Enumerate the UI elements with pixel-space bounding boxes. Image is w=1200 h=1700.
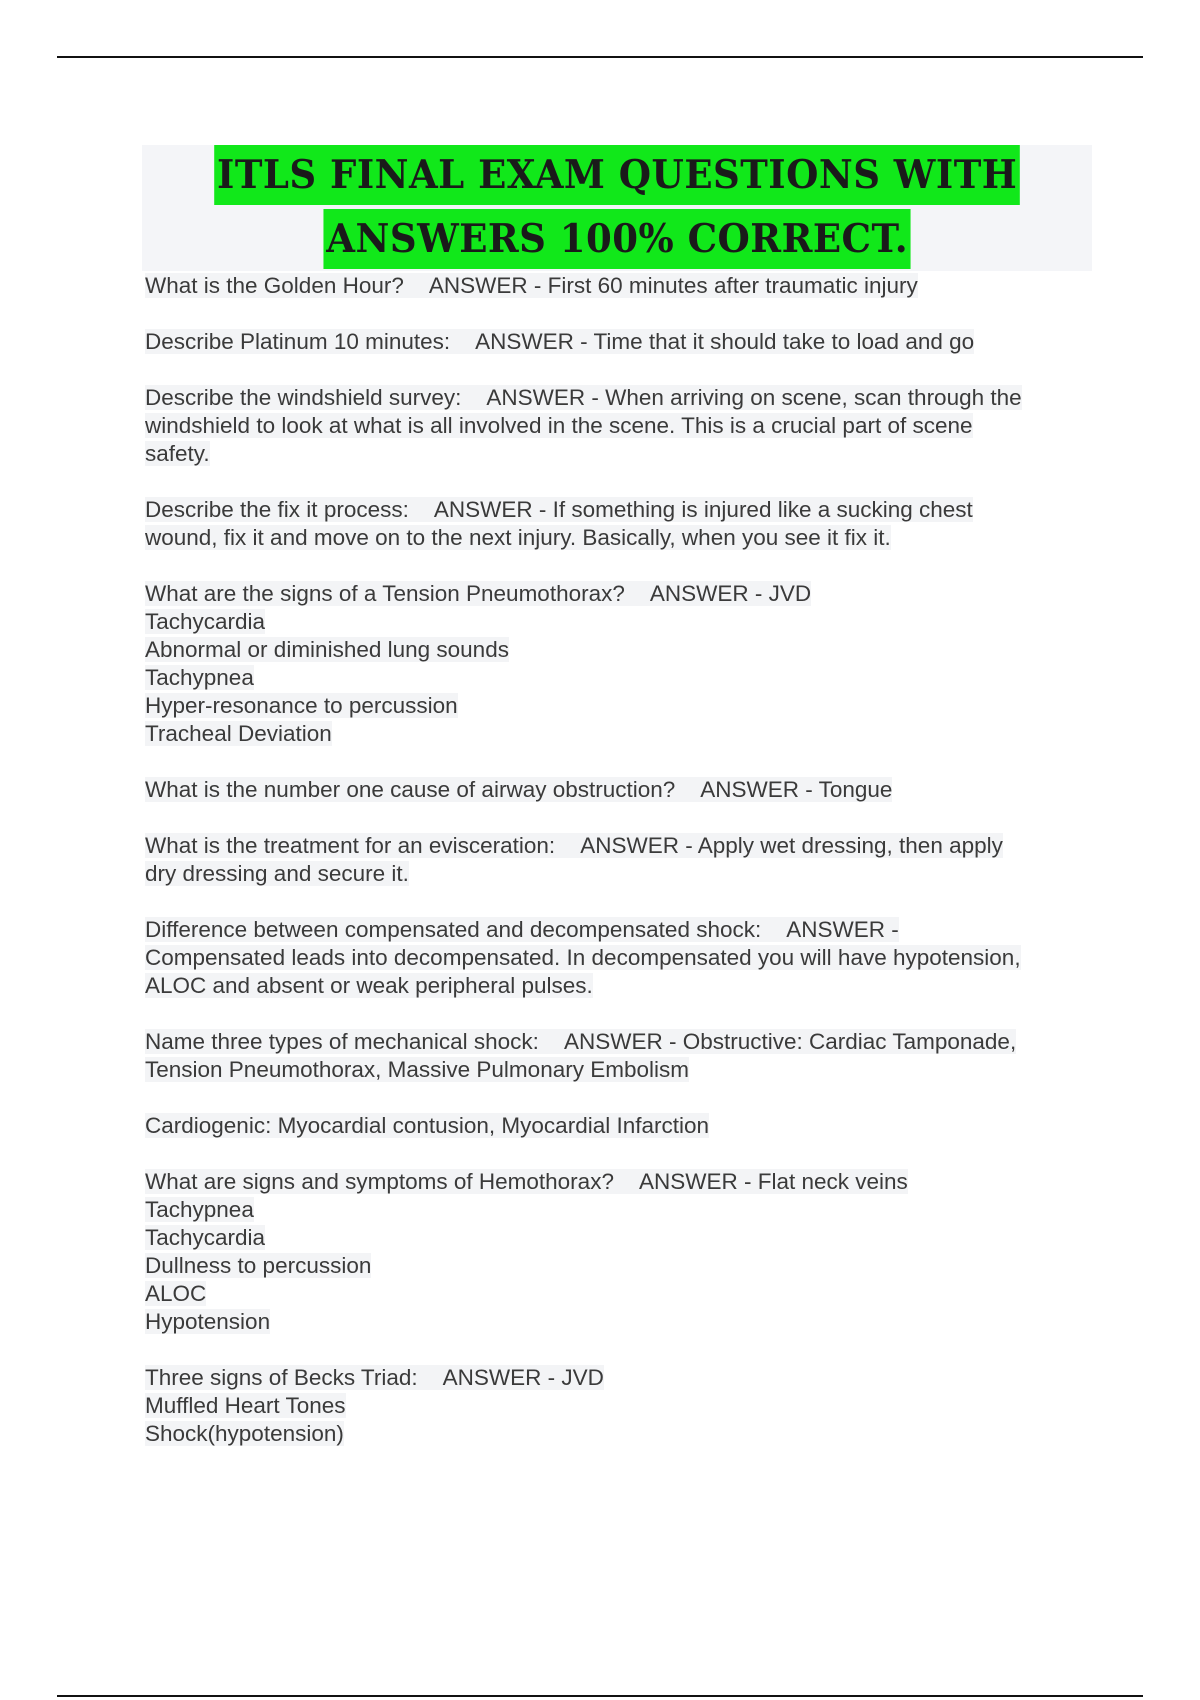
qa-item — [145, 1028, 1095, 1084]
qa-line: Three signs of Becks Triad: ANSWER - JVD — [145, 1365, 604, 1390]
qa-line: Tachycardia — [145, 1225, 266, 1250]
qa-line: ALOC and absent or weak peripheral pulses. — [145, 973, 593, 998]
qa-line: What is the number one cause of airway obstruction? ANSWER - Tongue — [145, 777, 893, 802]
document-body — [145, 272, 1095, 1476]
qa-line: Describe the windshield survey: ANSWER - When arriving on scene, scan through the — [145, 385, 1022, 410]
qa-item — [145, 916, 1095, 1000]
qa-line: Tachypnea — [145, 665, 254, 690]
qa-line: Describe Platinum 10 minutes: ANSWER - Time that it should take to load and go — [145, 329, 975, 354]
qa-line: Compensated leads into decompensated. In decompensated you will have hypotension, — [145, 945, 1021, 970]
qa-line: Abnormal or diminished lung sounds — [145, 637, 509, 662]
qa-item — [145, 1112, 1095, 1140]
qa-line: What are signs and symptoms of Hemothorax? ANSWER - Flat neck veins — [145, 1169, 908, 1194]
qa-line: Tension Pneumothorax, Massive Pulmonary Embolism — [145, 1057, 689, 1082]
qa-line: Cardiogenic: Myocardial contusion, Myocardial Infarction — [145, 1113, 710, 1138]
qa-line: Shock(hypotension) — [145, 1421, 344, 1446]
document-title — [142, 145, 1092, 271]
qa-line: Name three types of mechanical shock: ANSWER - Obstructive: Cardiac Tamponade, — [145, 1029, 1017, 1054]
qa-line: Tracheal Deviation — [145, 721, 332, 746]
qa-item — [145, 1364, 1095, 1448]
qa-line: What are the signs of a Tension Pneumothorax? ANSWER - JVD — [145, 581, 812, 606]
qa-line: wound, fix it and move on to the next injury. Basically, when you see it fix it. — [145, 525, 891, 550]
qa-line: What is the Golden Hour? ANSWER - First 60 minutes after traumatic injury — [145, 273, 918, 298]
qa-line: Difference between compensated and decompensated shock: ANSWER - — [145, 917, 899, 942]
qa-item — [145, 496, 1095, 552]
title-line-2: ANSWERS 100% CORRECT. — [323, 209, 911, 269]
qa-item — [145, 776, 1095, 804]
qa-line: Tachycardia — [145, 609, 266, 634]
qa-item — [145, 328, 1095, 356]
qa-item — [145, 832, 1095, 888]
qa-line: Dullness to percussion — [145, 1253, 372, 1278]
qa-line: Muffled Heart Tones — [145, 1393, 346, 1418]
qa-item — [145, 580, 1095, 748]
footer-rule — [57, 1695, 1143, 1697]
qa-item — [145, 272, 1095, 300]
qa-line: What is the treatment for an evisceration: ANSWER - Apply wet dressing, then apply — [145, 833, 1003, 858]
qa-line: safety. — [145, 441, 210, 466]
qa-line: ALOC — [145, 1281, 207, 1306]
qa-line: windshield to look at what is all involved in the scene. This is a crucial part of scene — [145, 413, 973, 438]
qa-line: Describe the fix it process: ANSWER - If something is injured like a sucking chest — [145, 497, 973, 522]
qa-item — [145, 1168, 1095, 1336]
header-rule — [57, 56, 1143, 58]
qa-line: Tachypnea — [145, 1197, 254, 1222]
qa-item — [145, 384, 1095, 468]
qa-line: Hyper-resonance to percussion — [145, 693, 458, 718]
qa-line: dry dressing and secure it. — [145, 861, 409, 886]
qa-line: Hypotension — [145, 1309, 271, 1334]
title-line-1: ITLS FINAL EXAM QUESTIONS WITH — [214, 145, 1020, 205]
